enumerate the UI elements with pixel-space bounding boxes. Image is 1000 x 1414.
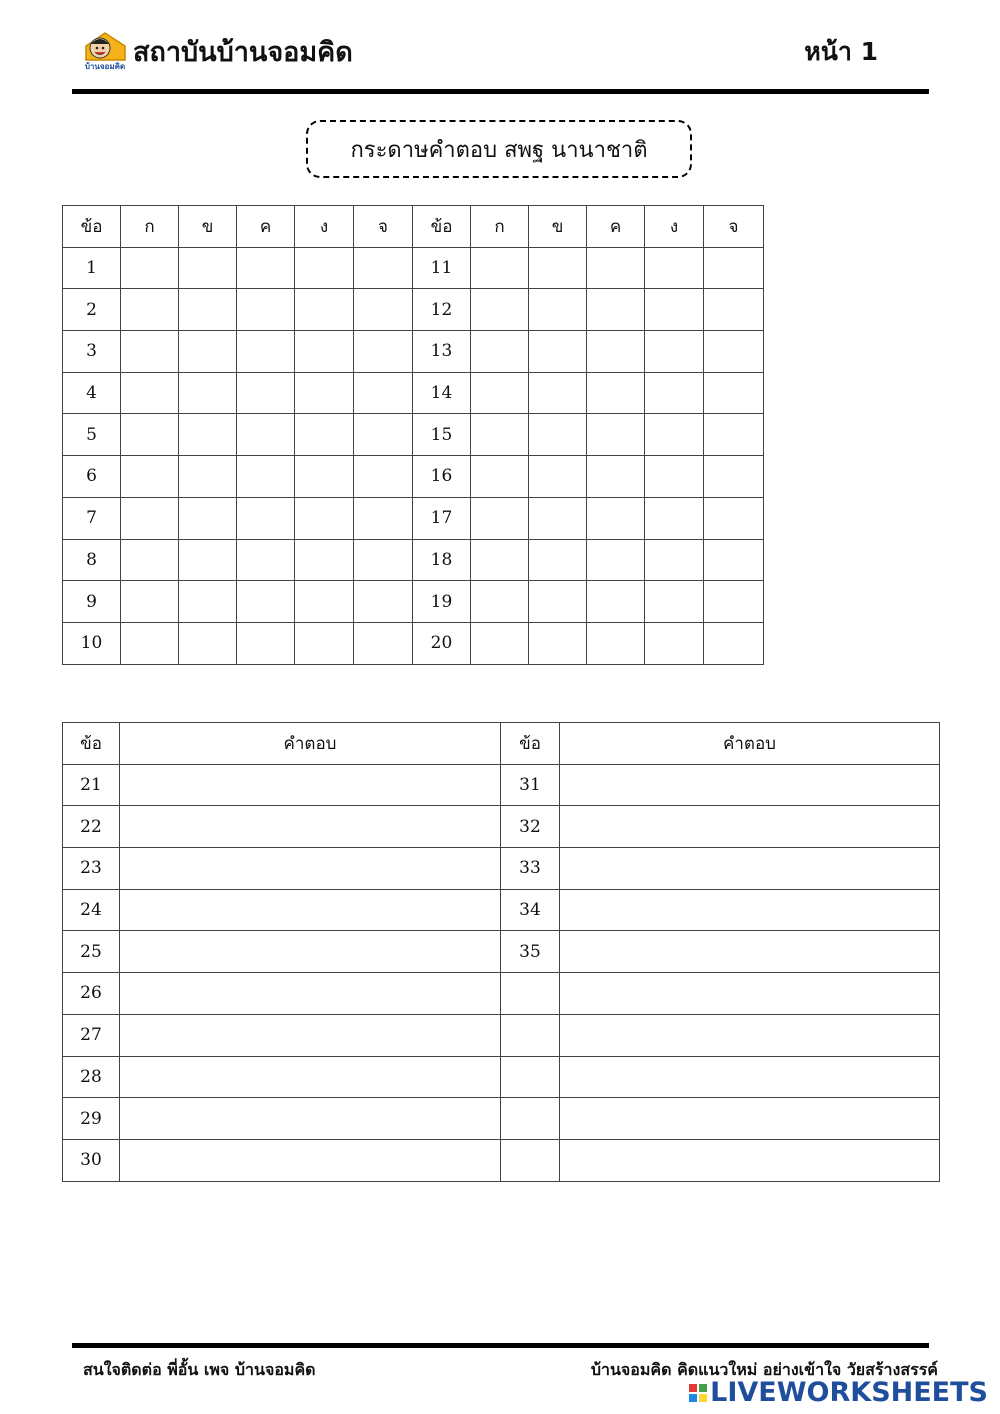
written-answer-table — [62, 722, 940, 1182]
answer-choice-cell[interactable] — [295, 247, 354, 289]
answer-choice-cell[interactable] — [471, 414, 529, 456]
answer-choice-cell[interactable] — [645, 497, 704, 539]
answer-header-cell: คำตอบ — [560, 723, 940, 765]
choice-row — [63, 539, 764, 581]
answer-choice-cell[interactable] — [587, 622, 645, 664]
question-number: 23 — [63, 848, 120, 890]
choice-header-cell: ข — [179, 206, 237, 248]
choice-header-cell: ค — [237, 206, 295, 248]
answer-row — [63, 1056, 940, 1098]
choice-row — [63, 622, 764, 664]
choice-header-cell: ง — [645, 206, 704, 248]
answer-choice-cell[interactable] — [587, 539, 645, 581]
question-number — [501, 1056, 560, 1098]
choice-header-row — [63, 206, 764, 248]
answer-choice-cell[interactable] — [237, 622, 295, 664]
answer-choice-cell[interactable] — [704, 289, 764, 331]
answer-choice-cell[interactable] — [471, 497, 529, 539]
answer-choice-cell[interactable] — [587, 497, 645, 539]
answer-header-cell: คำตอบ — [120, 723, 501, 765]
question-number: 24 — [63, 889, 120, 931]
answer-choice-cell[interactable] — [295, 581, 354, 623]
answer-choice-cell[interactable] — [645, 414, 704, 456]
answer-field[interactable] — [120, 1098, 501, 1140]
question-number: 8 — [63, 539, 121, 581]
answer-choice-cell[interactable] — [471, 539, 529, 581]
answer-field[interactable] — [560, 806, 940, 848]
sheet-title: กระดาษคำตอบ สพฐ นานาชาติ — [350, 137, 648, 163]
answer-choice-cell[interactable] — [529, 581, 587, 623]
answer-field[interactable] — [560, 931, 940, 973]
answer-choice-cell[interactable] — [237, 289, 295, 331]
question-number: 29 — [63, 1098, 120, 1140]
question-number: 28 — [63, 1056, 120, 1098]
answer-choice-cell[interactable] — [587, 247, 645, 289]
answer-choice-cell[interactable] — [704, 372, 764, 414]
question-number: 17 — [413, 497, 471, 539]
question-number: 33 — [501, 848, 560, 890]
question-number: 30 — [63, 1139, 120, 1181]
question-number: 32 — [501, 806, 560, 848]
answer-field[interactable] — [560, 848, 940, 890]
question-number: 35 — [501, 931, 560, 973]
answer-choice-cell[interactable] — [295, 414, 354, 456]
question-number: 6 — [63, 456, 121, 498]
answer-row — [63, 931, 940, 973]
answer-choice-cell[interactable] — [529, 414, 587, 456]
answer-choice-cell[interactable] — [354, 372, 413, 414]
answer-choice-cell[interactable] — [645, 289, 704, 331]
answer-choice-cell[interactable] — [354, 581, 413, 623]
answer-choice-cell[interactable] — [179, 414, 237, 456]
question-number: 26 — [63, 973, 120, 1015]
answer-row — [63, 764, 940, 806]
answer-choice-cell[interactable] — [121, 247, 179, 289]
question-number: 31 — [501, 764, 560, 806]
answer-choice-cell[interactable] — [121, 289, 179, 331]
answer-choice-cell[interactable] — [704, 622, 764, 664]
answer-choice-cell[interactable] — [587, 331, 645, 373]
answer-row — [63, 1098, 940, 1140]
answer-choice-cell[interactable] — [354, 331, 413, 373]
question-number: 27 — [63, 1014, 120, 1056]
choice-row — [63, 456, 764, 498]
answer-choice-cell[interactable] — [295, 372, 354, 414]
answer-field[interactable] — [120, 848, 501, 890]
answer-choice-cell[interactable] — [645, 372, 704, 414]
answer-choice-cell[interactable] — [121, 372, 179, 414]
answer-header-cell: ข้อ — [501, 723, 560, 765]
answer-choice-cell[interactable] — [471, 372, 529, 414]
answer-field[interactable] — [120, 973, 501, 1015]
answer-choice-cell[interactable] — [179, 581, 237, 623]
answer-choice-cell[interactable] — [295, 497, 354, 539]
answer-row — [63, 973, 940, 1015]
liveworksheets-icon — [689, 1384, 707, 1402]
answer-field[interactable] — [120, 1014, 501, 1056]
question-number: 11 — [413, 247, 471, 289]
answer-choice-cell[interactable] — [529, 456, 587, 498]
question-number: 5 — [63, 414, 121, 456]
question-number: 21 — [63, 764, 120, 806]
header-title: สถาบันบ้านจอมคิด — [133, 37, 353, 68]
answer-row — [63, 1139, 940, 1181]
question-number — [501, 1139, 560, 1181]
answer-choice-cell[interactable] — [704, 581, 764, 623]
choice-row — [63, 289, 764, 331]
answer-choice-cell[interactable] — [529, 622, 587, 664]
choice-header-cell: ข — [529, 206, 587, 248]
answer-choice-cell[interactable] — [237, 581, 295, 623]
answer-choice-cell[interactable] — [354, 414, 413, 456]
answer-choice-cell[interactable] — [179, 456, 237, 498]
answer-choice-cell[interactable] — [704, 539, 764, 581]
question-number: 10 — [63, 622, 121, 664]
choice-row — [63, 331, 764, 373]
answer-choice-cell[interactable] — [237, 414, 295, 456]
choice-row — [63, 247, 764, 289]
answer-header-row — [63, 723, 940, 765]
answer-choice-cell[interactable] — [121, 456, 179, 498]
answer-choice-cell[interactable] — [471, 622, 529, 664]
choice-header-cell: ก — [471, 206, 529, 248]
answer-row — [63, 848, 940, 890]
header-divider — [72, 89, 929, 94]
answer-choice-cell[interactable] — [354, 497, 413, 539]
choice-header-cell: ข้อ — [413, 206, 471, 248]
answer-choice-cell[interactable] — [645, 539, 704, 581]
answer-choice-cell[interactable] — [529, 247, 587, 289]
answer-choice-cell[interactable] — [179, 289, 237, 331]
page-number: หน้า 1 — [804, 37, 878, 66]
answer-choice-cell[interactable] — [587, 372, 645, 414]
sheet-title-box — [306, 120, 692, 178]
answer-choice-cell[interactable] — [121, 331, 179, 373]
answer-choice-cell[interactable] — [179, 372, 237, 414]
answer-choice-cell[interactable] — [121, 581, 179, 623]
answer-choice-cell[interactable] — [587, 289, 645, 331]
answer-field[interactable] — [120, 889, 501, 931]
answer-field[interactable] — [120, 764, 501, 806]
choice-header-cell: ก — [121, 206, 179, 248]
answer-choice-cell[interactable] — [179, 331, 237, 373]
answer-choice-cell[interactable] — [529, 331, 587, 373]
answer-choice-cell[interactable] — [354, 456, 413, 498]
answer-choice-cell[interactable] — [471, 456, 529, 498]
question-number: 13 — [413, 331, 471, 373]
question-number: 4 — [63, 372, 121, 414]
answer-choice-cell[interactable] — [295, 289, 354, 331]
answer-header-cell: ข้อ — [63, 723, 120, 765]
answer-choice-cell[interactable] — [354, 247, 413, 289]
answer-field[interactable] — [120, 931, 501, 973]
answer-choice-cell[interactable] — [529, 539, 587, 581]
answer-choice-cell[interactable] — [295, 456, 354, 498]
choice-header-cell: ข้อ — [63, 206, 121, 248]
answer-choice-cell[interactable] — [587, 456, 645, 498]
choice-row — [63, 372, 764, 414]
answer-choice-cell[interactable] — [587, 414, 645, 456]
question-number — [501, 1098, 560, 1140]
footer-slogan: บ้านจอมคิด คิดแนวใหม่ อย่างเข้าใจ วัยสร้างสรรค์ — [590, 1360, 938, 1379]
answer-choice-cell[interactable] — [645, 331, 704, 373]
question-number: 18 — [413, 539, 471, 581]
logo — [80, 30, 130, 72]
footer-contact: สนใจติดต่อ พี่อั้น เพจ บ้านจอมคิด — [83, 1360, 316, 1379]
answer-field[interactable] — [560, 764, 940, 806]
answer-choice-cell[interactable] — [645, 622, 704, 664]
answer-choice-cell[interactable] — [471, 581, 529, 623]
answer-field[interactable] — [560, 1098, 940, 1140]
answer-choice-cell[interactable] — [121, 622, 179, 664]
multiple-choice-table — [62, 205, 764, 665]
answer-field[interactable] — [560, 1014, 940, 1056]
question-number: 9 — [63, 581, 121, 623]
answer-choice-cell[interactable] — [529, 289, 587, 331]
question-number: 22 — [63, 806, 120, 848]
answer-field[interactable] — [560, 1139, 940, 1181]
choice-header-cell: จ — [704, 206, 764, 248]
answer-choice-cell[interactable] — [121, 414, 179, 456]
choice-row — [63, 581, 764, 623]
question-number: 3 — [63, 331, 121, 373]
answer-row — [63, 1014, 940, 1056]
choice-header-cell: ค — [587, 206, 645, 248]
answer-field[interactable] — [120, 1056, 501, 1098]
answer-field[interactable] — [560, 1056, 940, 1098]
answer-choice-cell[interactable] — [121, 497, 179, 539]
liveworksheets-watermark — [689, 1377, 988, 1408]
answer-choice-cell[interactable] — [704, 331, 764, 373]
answer-choice-cell[interactable] — [704, 456, 764, 498]
answer-choice-cell[interactable] — [179, 539, 237, 581]
choice-row — [63, 414, 764, 456]
choice-row — [63, 497, 764, 539]
answer-choice-cell[interactable] — [645, 247, 704, 289]
answer-choice-cell[interactable] — [471, 247, 529, 289]
answer-choice-cell[interactable] — [704, 414, 764, 456]
answer-choice-cell[interactable] — [587, 581, 645, 623]
answer-field[interactable] — [560, 889, 940, 931]
answer-choice-cell[interactable] — [121, 539, 179, 581]
answer-choice-cell[interactable] — [295, 622, 354, 664]
answer-choice-cell[interactable] — [704, 247, 764, 289]
answer-choice-cell[interactable] — [471, 331, 529, 373]
answer-choice-cell[interactable] — [529, 497, 587, 539]
answer-choice-cell[interactable] — [237, 331, 295, 373]
question-number: 15 — [413, 414, 471, 456]
question-number: 2 — [63, 289, 121, 331]
answer-choice-cell[interactable] — [179, 247, 237, 289]
answer-choice-cell[interactable] — [645, 581, 704, 623]
question-number: 14 — [413, 372, 471, 414]
answer-choice-cell[interactable] — [295, 331, 354, 373]
answer-choice-cell[interactable] — [237, 497, 295, 539]
logo-text: บ้านจอมคิด — [84, 62, 126, 71]
answer-field[interactable] — [560, 973, 940, 1015]
answer-choice-cell[interactable] — [237, 539, 295, 581]
answer-choice-cell[interactable] — [529, 372, 587, 414]
answer-choice-cell[interactable] — [237, 372, 295, 414]
answer-choice-cell[interactable] — [471, 289, 529, 331]
footer-divider — [72, 1343, 929, 1348]
answer-choice-cell[interactable] — [704, 497, 764, 539]
question-number: 12 — [413, 289, 471, 331]
answer-choice-cell[interactable] — [237, 456, 295, 498]
question-number: 34 — [501, 889, 560, 931]
answer-choice-cell[interactable] — [179, 497, 237, 539]
question-number — [501, 973, 560, 1015]
answer-choice-cell[interactable] — [645, 456, 704, 498]
answer-field[interactable] — [120, 806, 501, 848]
answer-choice-cell[interactable] — [179, 622, 237, 664]
question-number: 16 — [413, 456, 471, 498]
answer-row — [63, 889, 940, 931]
question-number: 25 — [63, 931, 120, 973]
answer-row — [63, 806, 940, 848]
answer-choice-cell[interactable] — [354, 539, 413, 581]
question-number: 19 — [413, 581, 471, 623]
choice-header-cell: จ — [354, 206, 413, 248]
choice-header-cell: ง — [295, 206, 354, 248]
question-number — [501, 1014, 560, 1056]
question-number: 1 — [63, 247, 121, 289]
question-number: 7 — [63, 497, 121, 539]
question-number: 20 — [413, 622, 471, 664]
answer-choice-cell[interactable] — [295, 539, 354, 581]
answer-field[interactable] — [120, 1139, 501, 1181]
answer-choice-cell[interactable] — [354, 622, 413, 664]
answer-choice-cell[interactable] — [237, 247, 295, 289]
watermark-text: LIVEWORKSHEETS — [710, 1377, 988, 1408]
answer-choice-cell[interactable] — [354, 289, 413, 331]
